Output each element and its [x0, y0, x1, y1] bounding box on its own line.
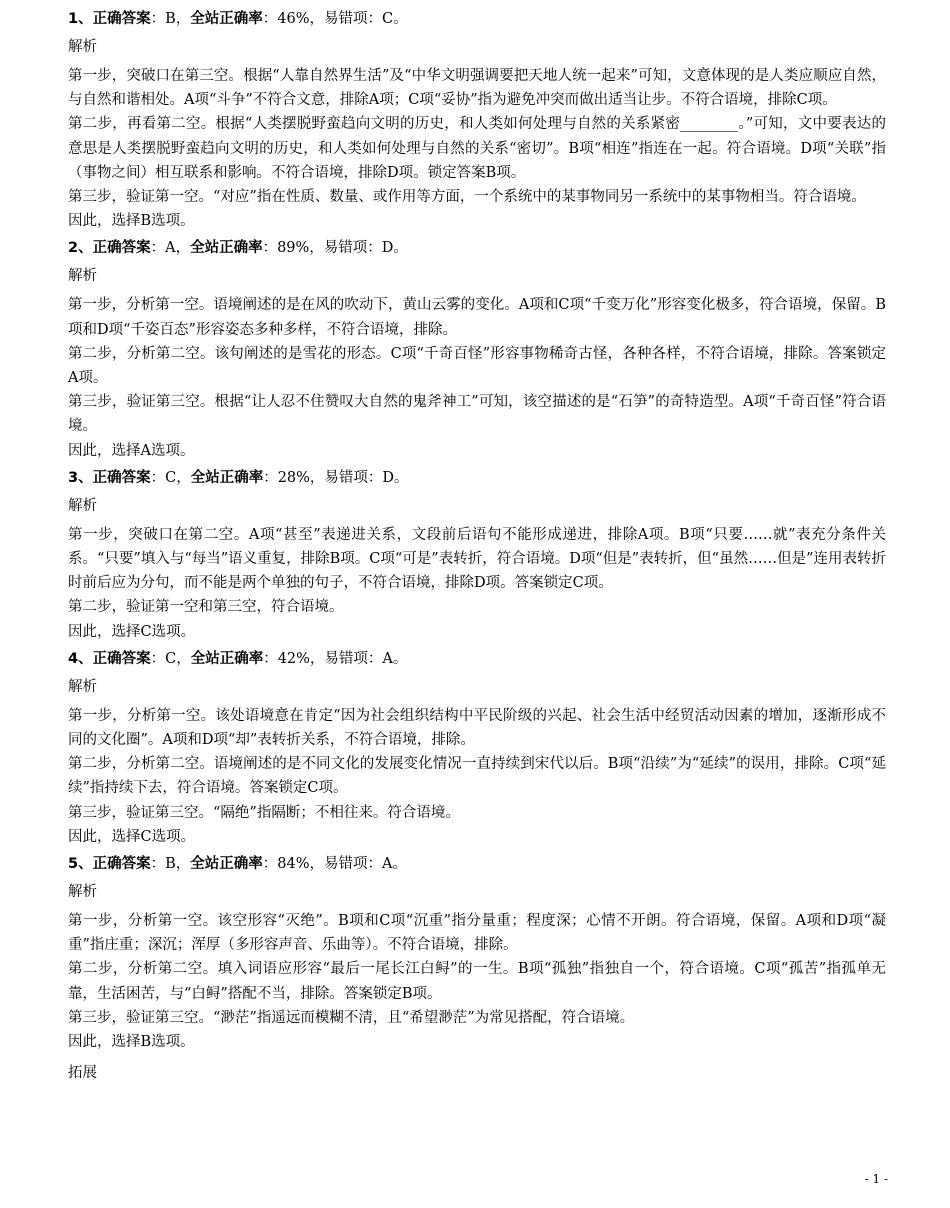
analysis-label: 解析: [68, 39, 97, 55]
analysis-paragraph: 第二步，分析第二空。填入词语应形容“最后一尾长江白鲟”的一生。B项“孤独”指独自一个，符合语境。C项“孤苦”指孤单无靠，生活困苦，与“白鲟”搭配不当，排除。答案锁定B项。: [68, 961, 886, 1002]
answer-value: ：B，: [150, 11, 191, 27]
analysis-label: 解析: [68, 884, 97, 901]
conclusion: 因此，选择B选项。: [68, 1034, 195, 1051]
conclusion: 因此，选择B选项。: [68, 213, 195, 230]
rate-value: ：84%，易错项：A。: [262, 856, 407, 873]
question-header: [68, 8, 886, 30]
analysis-paragraph: 第一步，分析第一空。该空形容“灭绝”。B项和C项“沉重”指分量重；程度深；心情不开朗。符合语境，保留。A项和D项“凝重”指庄重；深沉；浑厚（多形容声音、乐曲等）。不符合语境，排除。: [68, 913, 886, 954]
document-page: [68, 6, 886, 1084]
analysis-label: 解析: [68, 678, 97, 695]
analysis-paragraph: 第一步，分析第一空。该处语境意在肯定“因为社会组织结构中平民阶级的兴起、社会生活中经贸活动因素的增加，逐渐形成不同的文化圈”。A项和D项“却”表转折关系，不符合语境，排除。: [68, 707, 886, 749]
rate-label: 全站正确率: [190, 469, 264, 486]
analysis-paragraph: 第一步，突破口在第二空。A项“甚至”表递进关系，文段前后语句不能形成递进，排除A项。B项“只要……就”表充分条件关系。“只要”填入与“每当”语义重复，排除B项。C项“可是”表转折，符合语境。D项“但是”表转折，但“虽然……但是”连用表转折时前后应为分句，而不能是两个单独的句子，不符合语境，排除D项。答案锁定C项。: [68, 526, 886, 592]
answer-label: 正确答案: [92, 650, 151, 667]
analysis-paragraph: 第三步，验证第三空。“渺茫”指遥远而模糊不清，且“希望渺茫”为常见搭配，符合语境。: [68, 1009, 635, 1026]
question-number: 2、: [68, 240, 93, 257]
conclusion: 因此，选择C选项。: [68, 828, 196, 845]
question-header: [68, 237, 886, 259]
question-3: [68, 467, 886, 644]
answer-value: ：C，: [150, 469, 191, 486]
answer-label: 正确答案: [92, 469, 151, 486]
question-header: [68, 648, 886, 670]
answer-label: 正确答案: [92, 11, 151, 27]
analysis-paragraph: 第一步，突破口在第三空。根据“人靠自然界生活”及“中华文明强调要把天地人统一起来”可知，文意体现的是人类应顺应自然，与自然和谐相处。A项“斗争”不符合文意，排除A项；C项“妥协”指为避免冲突而做出适当让步。不符合语境，排除C项。: [68, 68, 886, 109]
question-number: 1、: [68, 11, 93, 27]
answer-value: ：A，: [150, 240, 191, 257]
analysis-paragraph: 第二步，分析第二空。语境阐述的是不同文化的发展变化情况一直持续到宋代以后。B项“沿续”为“延续”的误用，排除。C项“延续”指持续下去，符合语境。答案锁定C项。: [68, 756, 886, 797]
rate-value: ：42%，易错项：A。: [263, 650, 408, 667]
question-4: [68, 648, 886, 849]
rate-label: 全站正确率: [190, 650, 264, 667]
analysis-paragraph: 第二步，验证第一空和第三空，符合语境。: [68, 599, 344, 616]
question-1: [68, 8, 886, 233]
question-number: 4、: [68, 650, 93, 667]
conclusion: 因此，选择C选项。: [68, 623, 196, 640]
analysis-paragraph: 第二步，分析第二空。该句阐述的是雪花的形态。C项“千奇百怪”形容事物稀奇古怪，各种各样，不符合语境，排除。答案锁定A项。: [68, 345, 886, 387]
analysis-paragraph: 第三步，验证第一空。“对应”指在性质、数量、或作用等方面，一个系统中的某事物同另一系统中的某事物相当。符合语境。: [68, 189, 866, 206]
page-number: - 1 -: [864, 1172, 888, 1186]
extend-label: 拓展: [68, 1065, 97, 1082]
answer-value: ：C，: [150, 650, 191, 667]
analysis-label: 解析: [68, 497, 97, 514]
question-header: [68, 467, 886, 489]
question-number: 5、: [68, 856, 93, 873]
question-number: 3、: [68, 469, 93, 486]
analysis-paragraph: 第一步，分析第一空。语境阐述的是在风的吹动下，黄山云雾的变化。A项和C项“千变万化”形容变化极多，符合语境，保留。B项和D项“千姿百态”形容姿态多种多样，不符合语境，排除。: [68, 297, 886, 338]
rate-value: ：46%，易错项：C。: [262, 11, 408, 27]
rate-value: ：28%，易错项：D。: [263, 469, 409, 486]
conclusion: 因此，选择A选项。: [68, 442, 195, 459]
rate-label: 全站正确率: [190, 240, 263, 257]
analysis-label: 解析: [68, 268, 97, 285]
question-2: [68, 237, 886, 462]
answer-label: 正确答案: [92, 856, 151, 873]
question-header: [68, 853, 886, 875]
answer-value: ：B，: [150, 856, 191, 873]
analysis-paragraph: 第三步，验证第三空。“隔绝”指隔断；不相往来。符合语境。: [68, 804, 460, 821]
analysis-paragraph: 第二步，再看第二空。根据“人类摆脱野蛮趋向文明的历史，和人类如何处理与自然的关系紧密________。”可知，文中要表达的意思是人类摆脱野蛮趋向文明的历史，和人类如何处理与自然的关系“密切”。B项“相连”指连在一起。符合语境。D项“关联”指（事物之间）相互联系和影响。不符合语境，排除D项。锁定答案B项。: [68, 116, 886, 181]
answer-label: 正确答案: [92, 240, 151, 257]
rate-value: ：89%，易错项：D。: [262, 240, 408, 257]
analysis-paragraph: 第三步，验证第三空。根据“让人忍不住赞叹大自然的鬼斧神工”可知，该空描述的是“石笋”的奇特造型。A项“千奇百怪”符合语境。: [68, 394, 886, 435]
rate-label: 全站正确率: [190, 856, 263, 873]
question-5: [68, 853, 886, 1054]
rate-label: 全站正确率: [190, 11, 263, 27]
